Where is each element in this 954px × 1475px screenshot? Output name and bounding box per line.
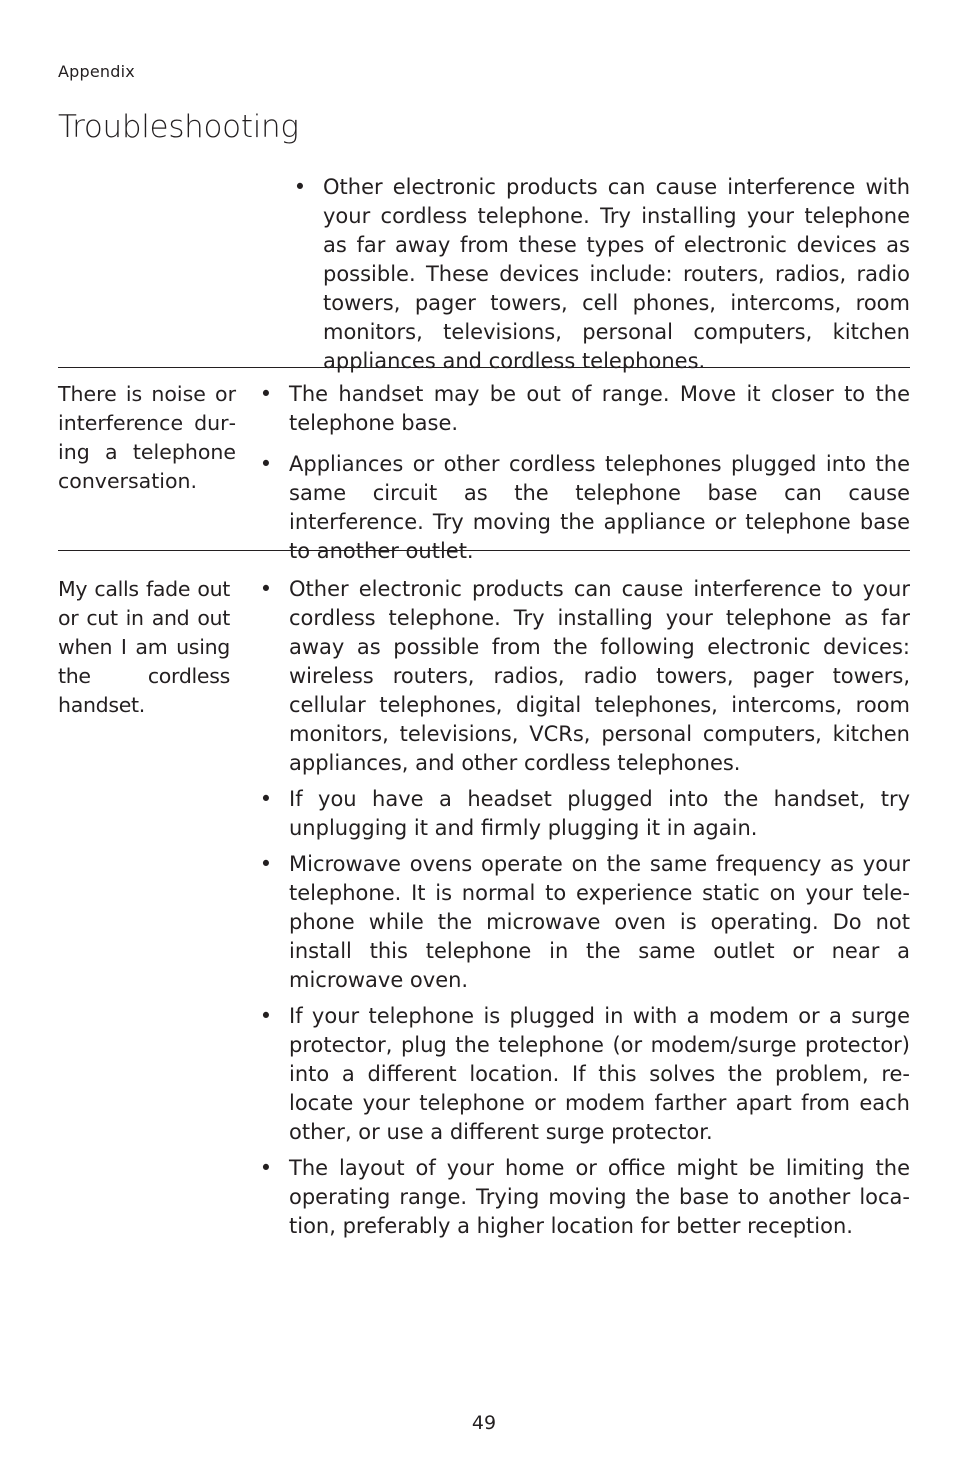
bullet-icon: •: [259, 852, 273, 876]
page-number: 49: [471, 1412, 497, 1434]
problem-text: There is noise or interference during a telephone conversation.: [58, 382, 236, 493]
bullet-icon: •: [259, 452, 273, 476]
solution-text: The handset may be out of range. Move it closer to the telephone base.: [289, 382, 910, 435]
bullet-icon: •: [259, 382, 273, 406]
bullet-icon: •: [259, 787, 273, 811]
solution-item: [258, 450, 910, 566]
bullet-icon: •: [259, 1156, 273, 1180]
troubleshooting-row-noise: [58, 380, 910, 563]
solution-text: Appliances or other cordless telephones plugged into the same circuit as the telephone base can cause interference. Try moving the appliance or telephone base to another outlet.: [289, 452, 910, 563]
troubleshooting-row-calls-fade: [58, 575, 910, 1255]
solution-item: [292, 173, 910, 376]
solution-text: Other electronic products can cause interference to your cordless telephone. Try installing your telephone as far away as possible from the following electronic devices: wireless routers, radios, radio towers, pager towers, cellular telephones, digital telephones, intercoms, room monitors, televisions, VCRs, personal computers, kitchen appliances, and other cordless telephones.: [289, 577, 910, 775]
row-divider: [58, 550, 910, 551]
solution-item: [258, 1002, 910, 1147]
solution-item: [258, 850, 910, 995]
solution-item: [258, 380, 910, 438]
solution-list: [258, 575, 910, 1241]
solution-text: If your telephone is plugged in with a modem or a surge protector, plug the telephone (or modem/surge protector) into a different location. If this solves the problem, re-locate your telephone or modem farther apart from each other, or use a different surge protector.: [289, 1004, 910, 1144]
bullet-icon: •: [259, 1004, 273, 1028]
solution-item: [258, 575, 910, 778]
bullet-icon: •: [259, 577, 273, 601]
page-title: Troubleshooting: [58, 109, 299, 145]
problem-text: My calls fade out or cut in and out when I am using the cordless handset.: [58, 577, 230, 717]
solution-text: If you have a headset plugged into the handset, try unplugging it and firmly plugging it in again.: [289, 787, 910, 840]
solution-list: [258, 380, 910, 566]
solution-list: [292, 173, 910, 376]
solution-item: [258, 1154, 910, 1241]
section-label: Appendix: [58, 62, 135, 81]
troubleshooting-row-interference-continued: [58, 173, 910, 373]
bullet-icon: •: [293, 175, 307, 199]
solution-text: Microwave ovens operate on the same frequency as your telephone. It is normal to experience static on your telephone while the microwave oven is operating. Do not install this telephone in the same outlet or near a microwave oven.: [289, 852, 910, 992]
solution-text: Other electronic products can cause interference with your cordless telephone. Try installing your telephone as far away from these types of electronic devices as possible. These devices include: routers, radios, radio towers, pager towers, cell phones, intercoms, room monitors, televisions, personal computers, kitchen appliances and cordless telephones.: [323, 175, 910, 373]
solution-text: The layout of your home or office might be limiting the operating range. Trying moving the base to another location, preferably a higher location for better reception.: [289, 1156, 910, 1238]
row-divider: [58, 367, 910, 368]
solution-item: [258, 785, 910, 843]
